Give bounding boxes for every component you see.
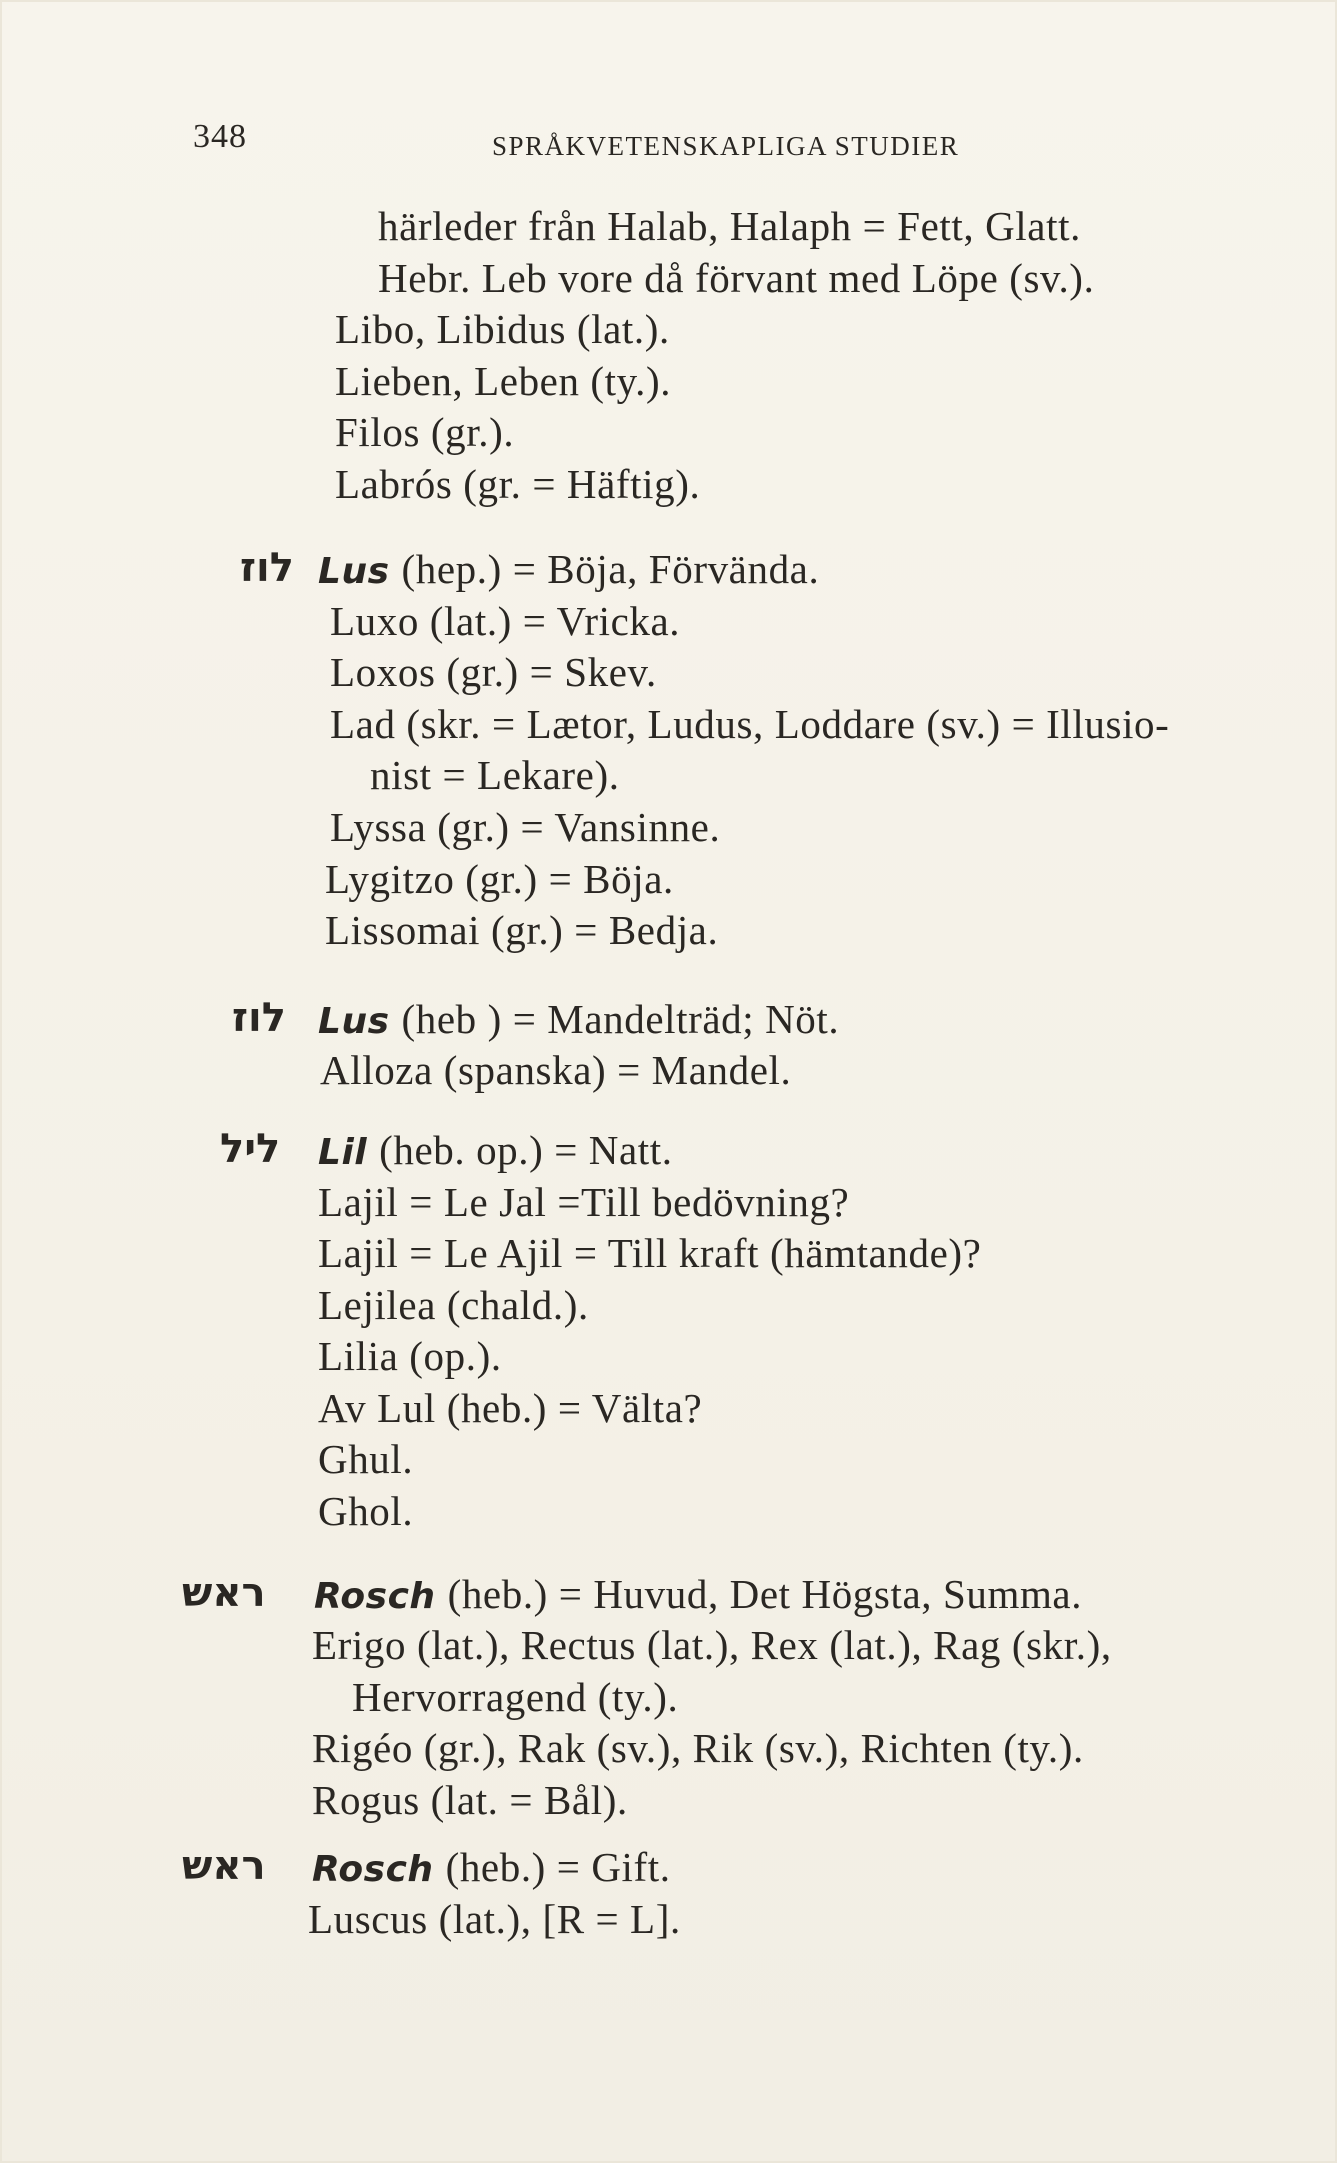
text-line: Libo, Libidus (lat.). [335,306,670,352]
entry-definition: (heb. op.) = Natt. [379,1127,673,1173]
text-line: Lilia (op.). [318,1333,502,1379]
entry-headword: Lus [318,551,390,592]
text-line: Filos (gr.). [335,409,515,455]
text-line: Lyssa (gr.) = Vansinne. [330,804,721,850]
entry-headword: Rosch [314,1576,436,1617]
entry-definition: (heb ) = Mandelträd; Nöt. [401,996,840,1042]
entry-head-line [314,1570,1082,1618]
text-line: Labrós (gr. = Häftig). [335,461,701,507]
text-line: Lajil = Le Ajil = Till kraft (hämtande)? [318,1230,982,1276]
entry-headword: Rosch [312,1849,434,1890]
text-line: Ghul. [318,1436,414,1482]
text-line: Lieben, Leben (ty.). [335,358,672,404]
text-line: Lygitzo (gr.) = Böja. [325,856,674,902]
text-line: Hebr. Leb vore då förvant med Löpe (sv.). [378,255,1095,301]
entry-definition: (hep.) = Böja, Förvända. [401,546,820,592]
hebrew-headword: ליל [220,1126,281,1172]
entry-definition: (heb.) = Huvud, Det Högsta, Summa. [447,1571,1083,1617]
entry-definition: (heb.) = Gift. [445,1844,671,1890]
text-line: Lissomai (gr.) = Bedja. [325,907,719,953]
text-line: Av Lul (heb.) = Välta? [318,1385,703,1431]
text-line: Alloza (spanska) = Mandel. [320,1047,792,1093]
hebrew-headword: לוז [240,545,294,591]
text-line: Erigo (lat.), Rectus (lat.), Rex (lat.), Rag (skr.), [312,1622,1112,1668]
text-line: nist = Lekare). [370,752,620,798]
text-line: Lejilea (chald.). [318,1282,589,1328]
text-line: Hervorragend (ty.). [352,1674,679,1720]
text-line: Lajil = Le Jal =Till bedövning? [318,1179,850,1225]
hebrew-headword: ראש [182,1843,266,1889]
entry-head-line [312,1843,671,1891]
entry-headword: Lus [318,1001,390,1042]
text-line: Loxos (gr.) = Skev. [330,649,657,695]
hebrew-headword: לוז [232,995,286,1041]
text-line: Ghol. [318,1488,414,1534]
text-line: Luxo (lat.) = Vricka. [330,598,681,644]
entry-headword: Lil [318,1132,368,1173]
entry-head-line [318,545,819,593]
hebrew-headword: ראש [182,1570,266,1616]
text-line: härleder från Halab, Halaph = Fett, Glatt. [378,203,1081,249]
page-number: 348 [193,118,247,155]
text-line: Lad (skr. = Lætor, Ludus, Loddare (sv.) = Illusio- [330,701,1170,747]
text-line: Rigéo (gr.), Rak (sv.), Rik (sv.), Richten (ty.). [312,1725,1084,1771]
entry-head-line [318,995,839,1043]
entry-head-line [318,1126,673,1174]
running-title: SPRÅKVETENSKAPLIGA STUDIER [492,131,960,161]
text-line: Luscus (lat.), [R = L]. [308,1896,681,1942]
text-line: Rogus (lat. = Bål). [312,1777,628,1823]
